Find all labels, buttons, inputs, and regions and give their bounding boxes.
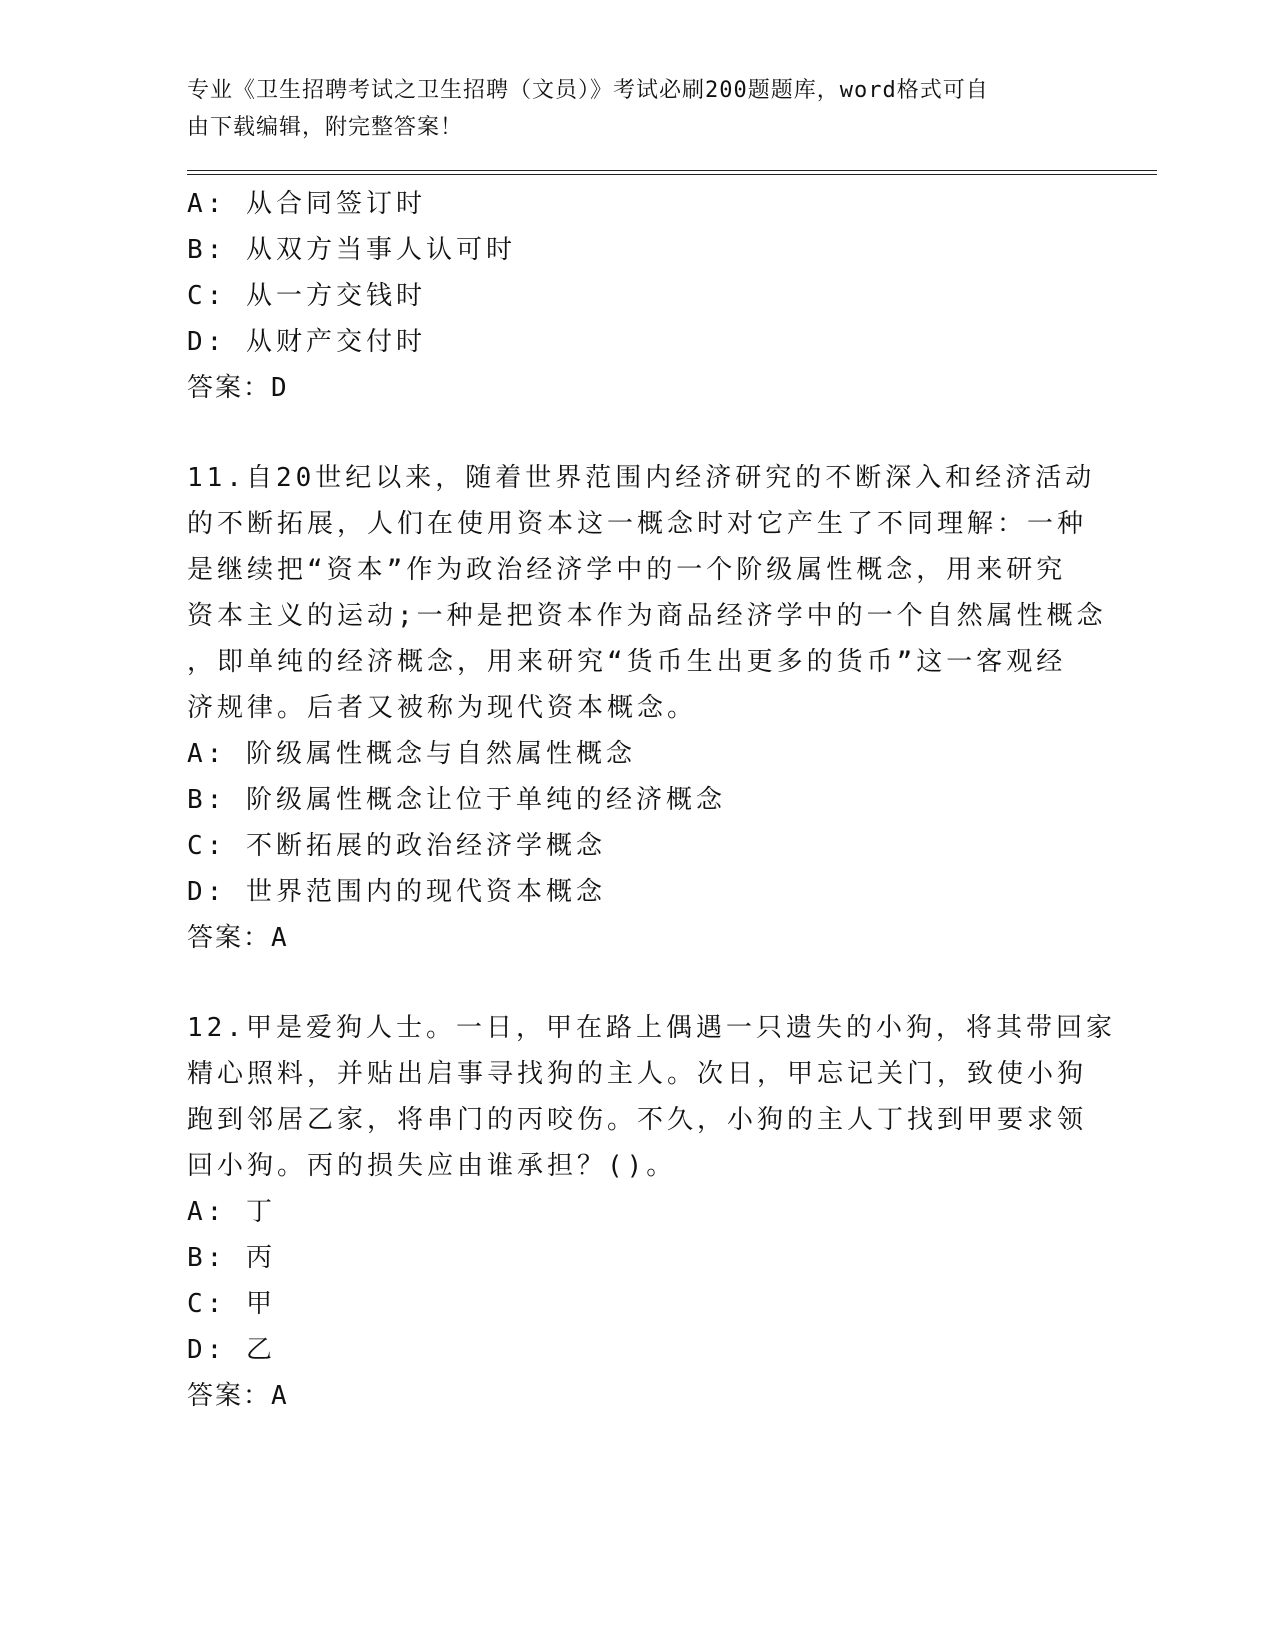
header-line-2: 由下载编辑，附完整答案！ [187, 115, 464, 140]
option-a: A: 从合同签订时 [187, 189, 426, 219]
stem-line: 11.自20世纪以来，随着世界范围内经济研究的不断深入和经济活动 [187, 463, 1096, 493]
question-content [187, 181, 1157, 1419]
option-c: C: 不断拓展的政治经济学概念 [187, 831, 606, 861]
stem-line: 资本主义的运动;一种是把资本作为商品经济学中的一个自然属性概念 [187, 601, 1107, 631]
option-b: B: 阶级属性概念让位于单纯的经济概念 [187, 785, 726, 815]
stem-line: 回小狗。丙的损失应由谁承担？()。 [187, 1151, 677, 1181]
stem-line: 精心照料，并贴出启事寻找狗的主人。次日，甲忘记关门，致使小狗 [187, 1059, 1088, 1089]
answer-line: 答案：D [187, 373, 289, 403]
stem-line: 济规律。后者又被称为现代资本概念。 [187, 693, 698, 723]
question-12-stem [187, 1005, 1157, 1189]
option-d: D: 乙 [187, 1335, 276, 1365]
option-c: C: 甲 [187, 1289, 276, 1319]
option-b: B: 从双方当事人认可时 [187, 235, 516, 265]
question-10-options [187, 181, 1157, 365]
document-page [187, 72, 1157, 1419]
header-divider [187, 170, 1157, 175]
question-11-options [187, 731, 1157, 915]
question-11-stem [187, 455, 1157, 731]
header-line-1: 专业《卫生招聘考试之卫生招聘（文员）》考试必刷200题题库，word格式可自 [187, 78, 989, 103]
answer-line: 答案：A [187, 923, 289, 953]
option-d: D: 从财产交付时 [187, 327, 426, 357]
spacer [187, 961, 1157, 1005]
stem-line: ，即单纯的经济概念，用来研究“货币生出更多的货币”这一客观经 [187, 647, 1067, 677]
stem-line: 12.甲是爱狗人士。一日，甲在路上偶遇一只遗失的小狗，将其带回家 [187, 1013, 1116, 1043]
answer-line: 答案：A [187, 1381, 289, 1411]
stem-line: 是继续把“资本”作为政治经济学中的一个阶级属性概念，用来研究 [187, 555, 1067, 585]
option-c: C: 从一方交钱时 [187, 281, 426, 311]
stem-line: 的不断拓展，人们在使用资本这一概念时对它产生了不同理解：一种 [187, 509, 1088, 539]
stem-line: 跑到邻居乙家，将串门的丙咬伤。不久，小狗的主人丁找到甲要求领 [187, 1105, 1088, 1135]
spacer [187, 411, 1157, 455]
option-d: D: 世界范围内的现代资本概念 [187, 877, 606, 907]
option-b: B: 丙 [187, 1243, 276, 1273]
question-12-options [187, 1189, 1157, 1373]
option-a: A: 丁 [187, 1197, 276, 1227]
document-header [187, 72, 1067, 146]
option-a: A: 阶级属性概念与自然属性概念 [187, 739, 636, 769]
